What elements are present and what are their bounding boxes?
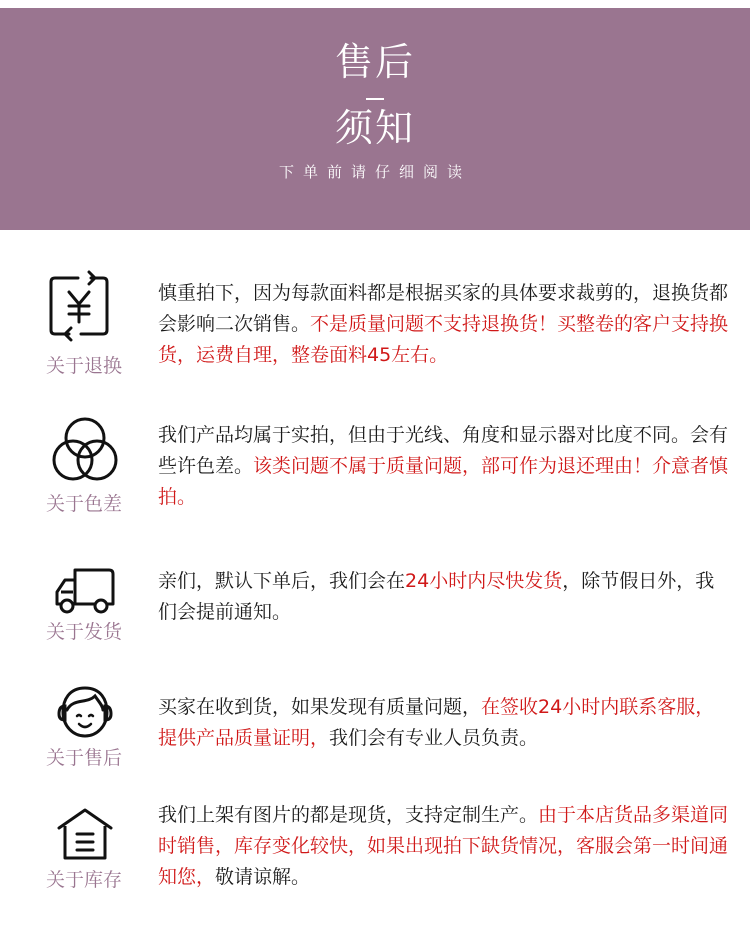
refund-exchange-icon <box>40 270 130 342</box>
header-banner <box>0 8 750 230</box>
caption-refund: 关于退换 <box>45 355 122 377</box>
section-shipping <box>0 556 750 656</box>
text-normal: 买家在收到货，如果发现有质量问题， <box>158 696 482 718</box>
text-normal: 慎重拍下，因为每款面料都是根据买家的具体要求裁剪的，退换货都会影响二次销售。 <box>158 282 729 335</box>
caption-inventory: 关于库存 <box>45 869 122 891</box>
text-normal: 亲们，默认下单后，我们会在 <box>158 570 406 592</box>
text-after: 敬请谅解。 <box>215 866 311 888</box>
page-title-line1: 售后 <box>334 40 415 84</box>
text-highlight: 在签收24小时内联系客服，提供产品质量证明， <box>158 696 715 749</box>
caption-after-sales: 关于售后 <box>45 747 122 769</box>
text-highlight: 由于本店货品多渠道同时销售，库存变化较快，如果出现拍下缺货情况，客服会第一时间通知您， <box>158 804 729 888</box>
color-circles-icon <box>40 414 130 486</box>
section-inventory <box>0 798 750 918</box>
page-title-line2: 须知 <box>334 106 415 150</box>
text-after-sales <box>158 692 732 754</box>
section-color-difference <box>0 408 750 528</box>
caption-color-difference: 关于色差 <box>45 493 122 515</box>
text-refund <box>158 278 732 371</box>
text-normal: 我们产品均属于实拍，但由于光线、角度和显示器对比度不同。会有些许色差。 <box>158 424 729 477</box>
warehouse-icon <box>40 804 130 864</box>
top-strip <box>0 0 750 8</box>
text-normal: 我们上架有图片的都是现货，支持定制生产。 <box>158 804 539 826</box>
text-color-difference <box>158 420 732 513</box>
delivery-truck-icon <box>40 562 130 618</box>
text-after: 我们会有专业人员负责。 <box>329 727 539 749</box>
text-inventory <box>158 800 732 893</box>
page-subtitle: 下单前请仔细阅读 <box>278 163 471 181</box>
text-shipping <box>158 566 732 628</box>
section-after-sales <box>0 680 750 780</box>
caption-shipping: 关于发货 <box>45 621 122 643</box>
customer-service-icon <box>40 684 130 742</box>
text-highlight: 该类问题不属于质量问题，部可作为退还理由！介意者慎拍。 <box>158 455 729 508</box>
section-refund <box>0 262 750 392</box>
text-highlight: 24小时内尽快发货 <box>405 570 563 592</box>
title-divider <box>366 98 384 100</box>
text-after: ，除节假日外，我们会提前通知。 <box>158 570 715 623</box>
text-highlight: 不是质量问题不支持退换货！买整卷的客户支持换货，运费自理，整卷面料45左右。 <box>158 313 729 366</box>
